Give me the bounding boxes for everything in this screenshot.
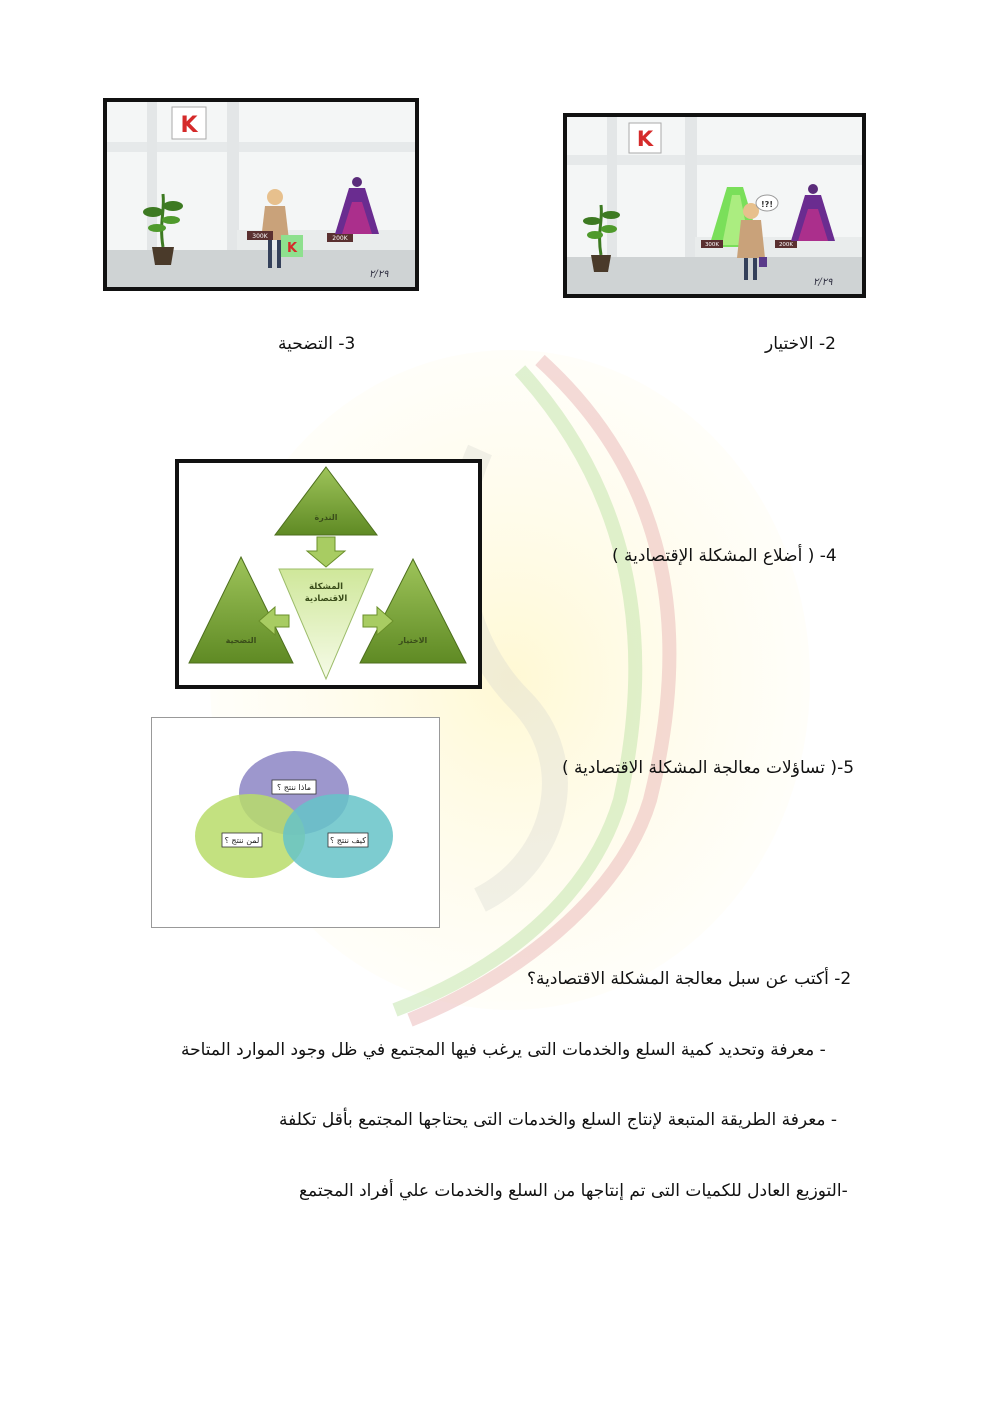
- scarcity-label: الندرة: [314, 513, 338, 522]
- price-tag: 300K: [252, 233, 268, 240]
- caption-sacrifice: 3- التضحية: [278, 334, 356, 354]
- signature: ٢/٢٩: [369, 269, 389, 280]
- economic-problem-label-1: المشكلة: [308, 582, 344, 592]
- bag-logo: K: [286, 241, 298, 256]
- answer-item: -التوزيع العادل للكميات التى تم إنتاجها من السلع والخدمات علي أفراد المجتمع: [299, 1181, 848, 1201]
- venn-label-how: كيف ننتج ؟: [329, 836, 367, 845]
- caption-choice: 2- الاختيار: [765, 334, 836, 354]
- speech-text: !?!: [761, 200, 773, 209]
- venn-label-whom: لمن ننتج ؟: [224, 836, 260, 845]
- watermark: [180, 340, 820, 1040]
- store-logo: K: [180, 113, 198, 138]
- price-tag: 300K: [704, 242, 720, 248]
- store-logo: K: [636, 127, 654, 151]
- answer-item: - معرفة الطريقة المتبعة لإنتاج السلع والخدمات التى يحتاجها المجتمع بأقل تكلفة: [279, 1110, 838, 1130]
- choice-picture: [563, 113, 866, 298]
- economic-problem-diagram: [175, 459, 482, 689]
- triangle-heading: 4- ( أضلاع المشكلة الإقتصادية ): [612, 546, 837, 566]
- questions-venn-diagram: [151, 717, 440, 928]
- question-title: 2- أكتب عن سبل معالجة المشكلة الاقتصادية؟: [527, 969, 852, 989]
- sacrifice-picture: [103, 98, 419, 291]
- choice-label: الاختيار: [398, 636, 428, 645]
- venn-label-what: ماذا ننتج ؟: [276, 783, 312, 792]
- venn-heading: 5-( تساؤلات معالجة المشكلة الاقتصادية ): [562, 758, 855, 778]
- price-tag: 200K: [778, 242, 794, 248]
- economic-problem-label-2: الاقتصادية: [304, 594, 348, 604]
- economic-problem-label: المشكلة الاقتصادية: [322, 613, 330, 614]
- price-tag: 200K: [332, 235, 348, 242]
- answer-item: - معرفة وتحديد كمية السلع والخدمات التى يرغب فيها المجتمع في ظل وجود الموارد المتاحة: [181, 1040, 826, 1060]
- sacrifice-label: التضحية: [225, 636, 257, 645]
- signature: ٢/٢٩: [813, 277, 833, 288]
